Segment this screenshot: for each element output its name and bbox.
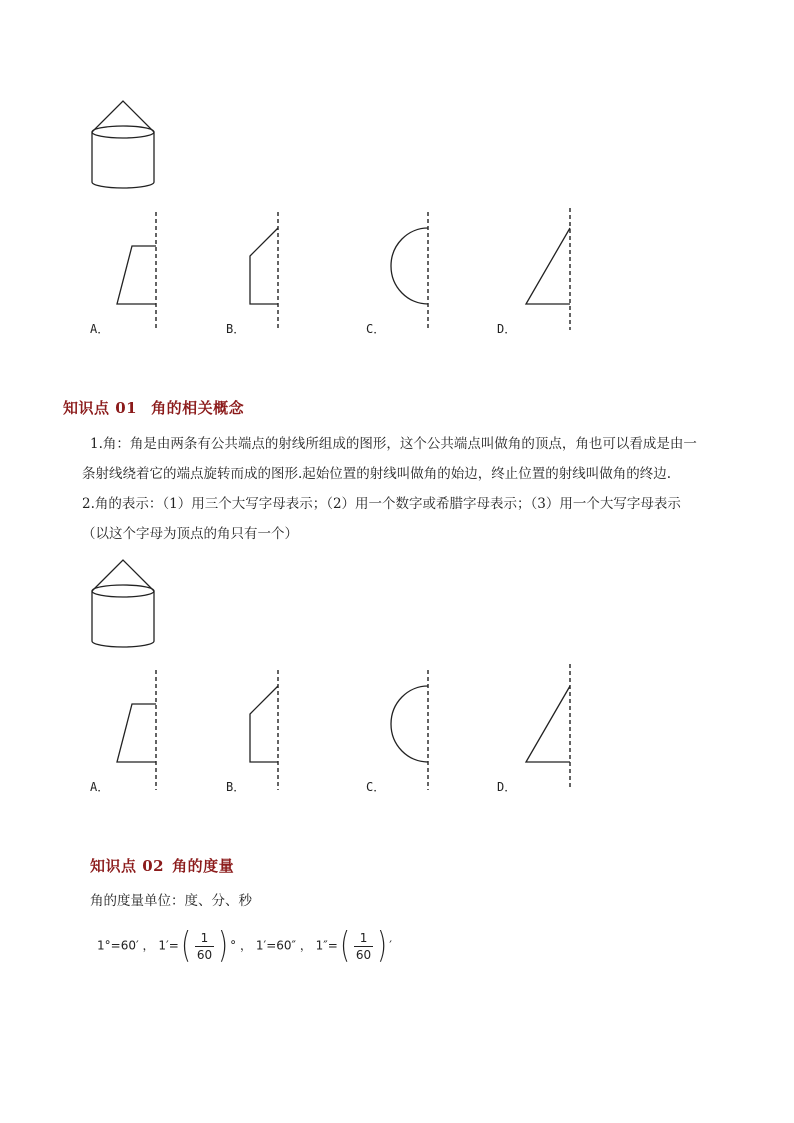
option-d-label-2[interactable]: D． [497,780,517,794]
fraction-1-60: $\frac{1}{60}$ [196,930,213,962]
option-b-label-2[interactable]: B． [226,780,246,794]
paragraph-line: （以这个字母为顶点的角只有一个） [82,526,298,542]
fraction-1-60-b: $\frac{1}{60}$ [355,930,372,962]
heading-title: 角的度量 [172,857,235,875]
paragraph-line: 1.角：角是由两条有公共端点的射线所组成的图形，这个公共端点叫做角的顶点，角也可以看成是由一 [90,436,697,452]
option-d-label[interactable]: D． [497,322,517,336]
heading-title: 角的相关概念 [151,399,245,417]
option-c-label[interactable]: C． [366,322,386,336]
heading-number: 知识点 01 [63,399,138,417]
formula-minute-unit: ′ [389,938,392,953]
option-a-label-2[interactable]: A． [90,780,110,794]
option-c-label-2[interactable]: C． [366,780,386,794]
formula-separator: ， [239,938,252,953]
formula-minute-lhs: 1′= [158,938,179,953]
formula-degree-unit: ° [230,938,237,953]
formula-degree-to-minute: 1°=60′ [97,938,139,953]
section-heading-2 [90,855,234,876]
angle-units-line: 角的度量单位：度、分、秒 [90,893,252,909]
formula-minute-to-second: 1′=60″ [255,938,296,953]
heading-number: 知识点 02 [90,857,165,875]
formula-second-lhs: 1″= [315,938,338,953]
paragraph-line: 条射线绕着它的端点旋转而成的图形.起始位置的射线叫做角的始边，终止位置的射线叫做角的终边. [82,466,672,482]
paragraph-line: 2.角的表示：（1）用三个大写字母表示；（2）用一个数字或希腊字母表示；（3）用一个大写字母表示 [82,496,681,512]
option-a-label[interactable]: A． [90,322,110,336]
option-b-label[interactable]: B． [226,322,246,336]
formula-separator: ， [142,938,155,953]
unit-conversion-formula: 1°=60′ ， 1′=( $\frac{1}{60}$ ) ° ， 1′=60″ ， 1″=( $\frac{1}{60}$ ) ′ [97,925,392,966]
formula-separator: ， [299,938,312,953]
